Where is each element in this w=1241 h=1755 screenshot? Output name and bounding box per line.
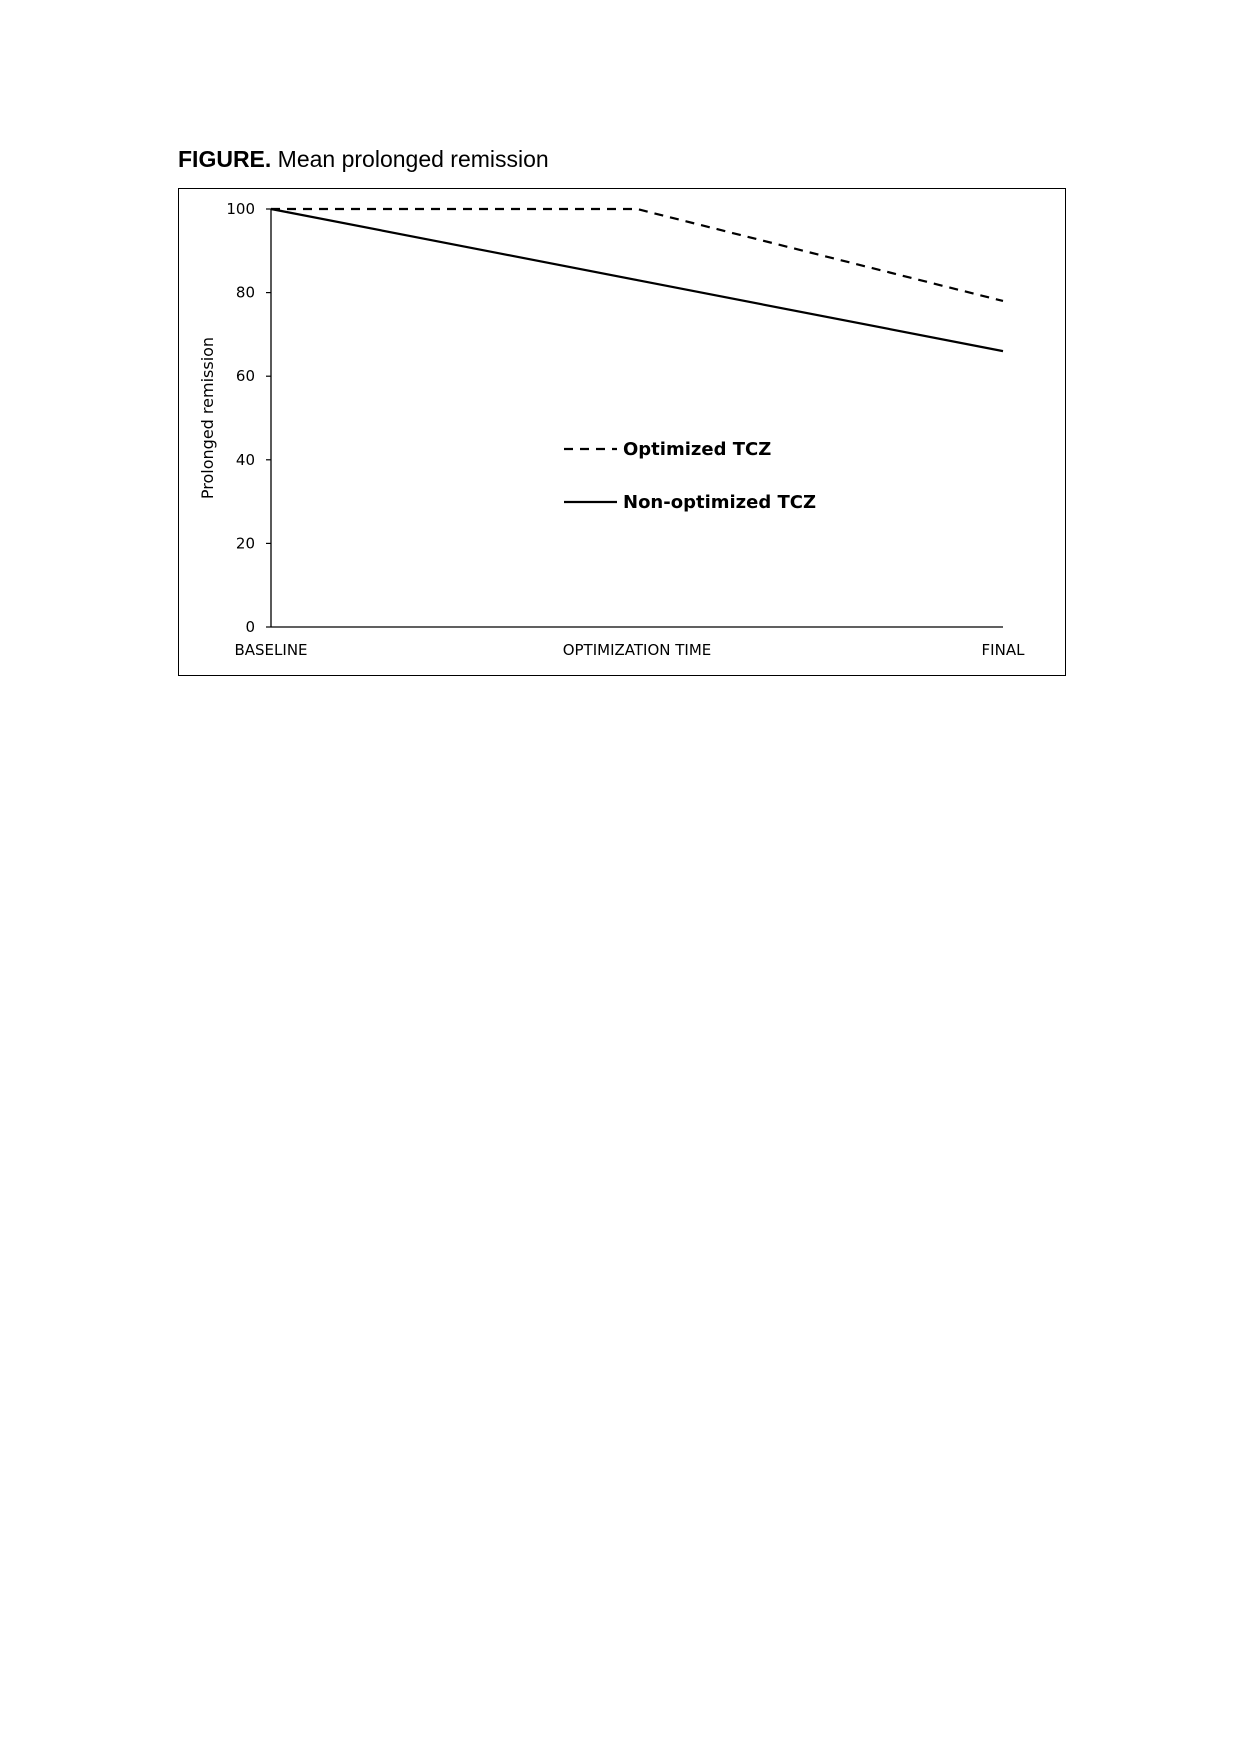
axes (271, 209, 1003, 627)
x-category-label: FINAL (981, 641, 1025, 659)
y-tick-label: 100 (226, 200, 255, 218)
legend-label-1: Non-optimized TCZ (623, 492, 817, 513)
y-tick-label: 80 (235, 283, 255, 302)
legend (564, 439, 816, 513)
figure-title-text: Mean prolonged remission (271, 146, 549, 172)
x-categories (234, 641, 1025, 659)
series-lines (271, 209, 1003, 351)
y-tick-label: 40 (235, 450, 255, 469)
x-category-label: BASELINE (234, 641, 308, 659)
y-tick-label: 60 (235, 367, 255, 386)
series-line-0 (271, 209, 1003, 301)
y-axis-title: Prolonged remission (198, 336, 217, 500)
y-tick-label: 0 (245, 618, 255, 636)
series-line-1 (271, 209, 1003, 351)
y-tick-label: 20 (235, 534, 255, 553)
x-category-label: OPTIMIZATION TIME (562, 641, 712, 659)
legend-label-0: Optimized TCZ (623, 439, 772, 460)
figure-title-lead: FIGURE. (178, 146, 272, 172)
y-ticks (226, 200, 271, 636)
